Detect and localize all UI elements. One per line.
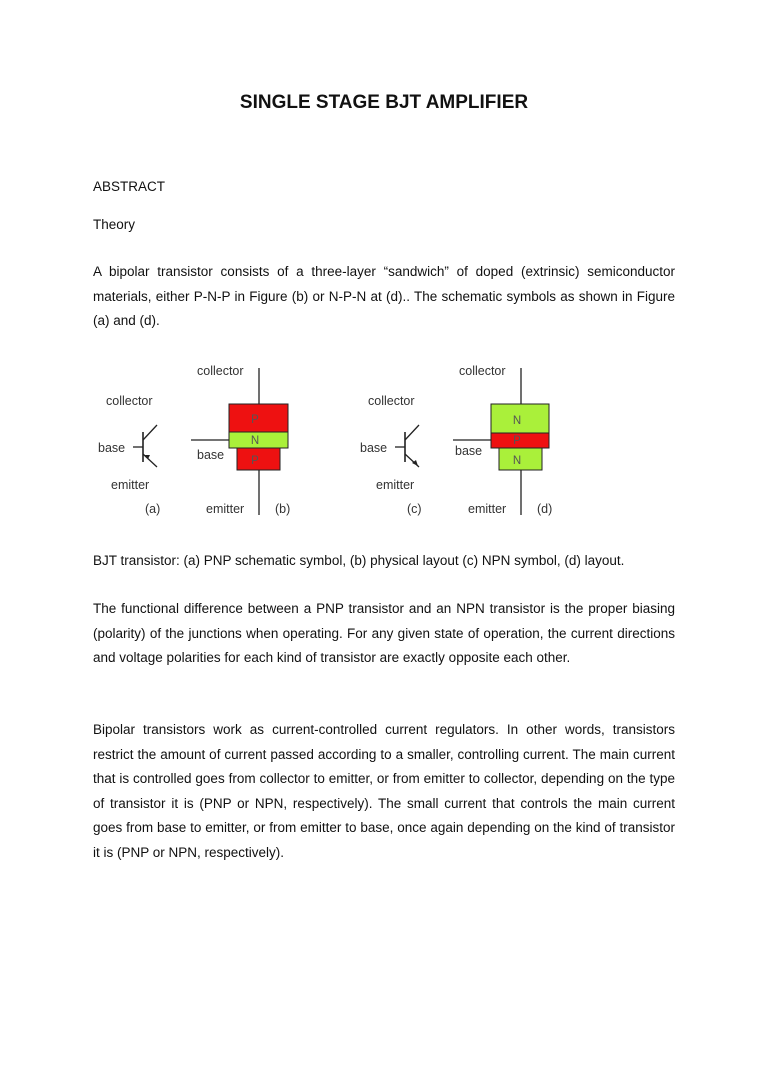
d-layer-mid-label: P — [513, 435, 521, 447]
c-collector-lead — [405, 425, 419, 440]
d-collector-label: collector — [459, 364, 506, 378]
c-emitter-label: emitter — [376, 478, 415, 492]
b-collector-label: collector — [197, 364, 244, 378]
b-layer-top-label: P — [251, 414, 259, 426]
b-layer-mid-label: N — [250, 435, 260, 447]
d-base-label: base — [455, 444, 483, 458]
a-emitter-lead — [143, 454, 157, 467]
a-collector-lead — [143, 425, 157, 440]
d-layer-bottom-label: N — [512, 455, 522, 467]
b-figure-label: (b) — [275, 502, 291, 516]
bjt-figure — [93, 355, 573, 530]
npn-layout — [453, 364, 552, 516]
a-figure-label: (a) — [145, 502, 161, 516]
b-base-label: base — [197, 448, 225, 462]
d-emitter-label: emitter — [468, 502, 507, 516]
b-layer-bottom-label: P — [251, 455, 259, 467]
figure-caption: BJT transistor: (a) PNP schematic symbol, (b) physical layout (c) NPN symbol, (d) layout. — [93, 553, 625, 568]
d-layer-top-label: N — [512, 415, 522, 427]
pnp-symbol — [98, 394, 160, 516]
c-figure-label: (c) — [407, 502, 422, 516]
a-base-label: base — [98, 441, 126, 455]
functional-difference-paragraph: The functional difference between a PNP transistor and an NPN transistor is the proper biasing (polarity) of the junctions when operating. For any given state of operation, the current directions and voltage polarities for each kind of transistor are exactly opposite each other. — [93, 601, 675, 666]
abstract-heading: ABSTRACT — [93, 179, 166, 194]
c-base-label: base — [360, 441, 388, 455]
npn-symbol — [360, 394, 422, 516]
document-title: SINGLE STAGE BJT AMPLIFIER — [239, 92, 529, 113]
intro-paragraph: A bipolar transistor consists of a three-layer “sandwich” of doped (extrinsic) semiconductor materials, either P-N-P in Figure (b) or N-P-N at (d).. The schematic symbols as shown in Figure (a) and (d). — [93, 264, 675, 329]
a-emitter-label: emitter — [111, 478, 150, 492]
c-collector-label: collector — [368, 394, 415, 408]
pnp-layout — [191, 364, 290, 516]
current-regulator-paragraph: Bipolar transistors work as current-controlled current regulators. In other words, transistors restrict the amount of current passed according to a smaller, controlling current. The main current that is controlled goes from collector to emitter, or from emitter to collector, depending on the type of transistor it is (PNP or NPN, respectively). The small current that controls the main current goes from base to emitter, or from emitter to base, once again depending on the kind of transistor it is (PNP or NPN, respectively). — [93, 722, 675, 860]
d-figure-label: (d) — [537, 502, 553, 516]
b-emitter-label: emitter — [206, 502, 245, 516]
theory-heading: Theory — [93, 217, 136, 232]
a-collector-label: collector — [106, 394, 153, 408]
